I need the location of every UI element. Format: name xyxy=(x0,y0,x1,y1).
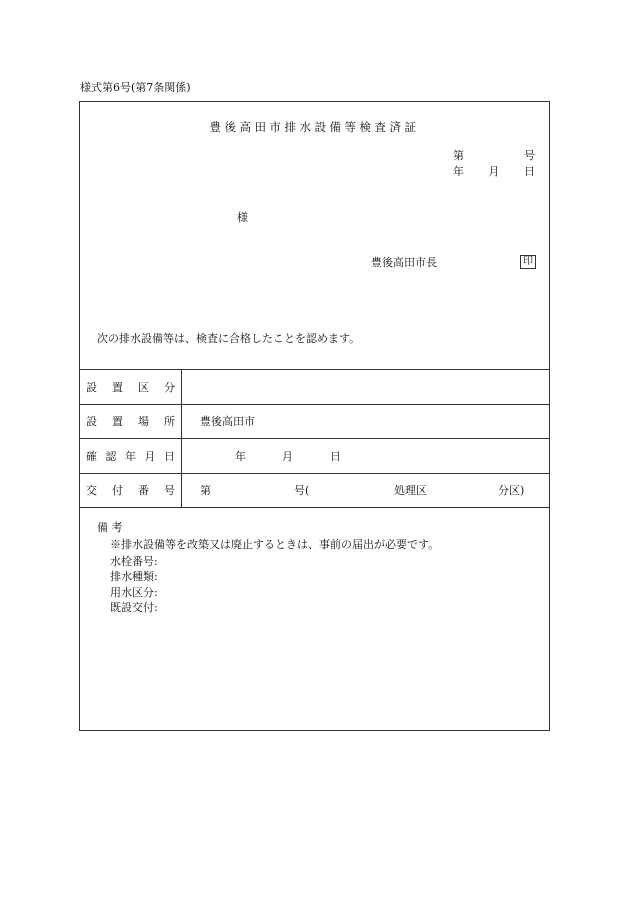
installation-category-label xyxy=(86,382,175,393)
certificate-number-line xyxy=(453,150,535,161)
installation-location-value: 豊後高田市 xyxy=(200,415,255,428)
issue-number-label xyxy=(86,485,175,496)
table-rule xyxy=(80,473,549,474)
issue-number-prefix: 第 xyxy=(200,484,211,497)
number-suffix: 号 xyxy=(524,149,535,162)
table-rule xyxy=(80,438,549,439)
seal-text: 印 xyxy=(520,255,536,269)
issuer-name: 豊後高田市長 xyxy=(371,256,437,269)
label-char: 月 xyxy=(144,450,156,463)
label-char: 所 xyxy=(164,415,175,428)
label-char: 付 xyxy=(112,484,123,497)
certificate-frame xyxy=(79,101,550,731)
table-bottom-rule xyxy=(80,507,549,508)
table-top-rule xyxy=(80,369,549,370)
inspection-statement: 次の排水設備等は、検査に合格したことを認めます。 xyxy=(97,332,361,345)
label-char: 日 xyxy=(164,450,175,463)
label-char: 設 xyxy=(86,415,97,428)
issue-date-line xyxy=(453,166,535,177)
label-char: 年 xyxy=(125,450,136,463)
label-char: 置 xyxy=(112,415,123,428)
certificate-title: 豊後高田市排水設備等検査済証 xyxy=(209,120,420,134)
remarks-field-hydrant: 水栓番号: xyxy=(110,555,158,568)
label-char: 場 xyxy=(138,415,149,428)
label-char: 設 xyxy=(86,381,97,394)
label-char: 番 xyxy=(138,484,149,497)
number-prefix: 第 xyxy=(453,149,464,162)
remarks-note: ※排水設備等を改築又は廃止するときは、事前の届出が必要です。 xyxy=(110,538,440,551)
table-column-divider xyxy=(181,369,182,507)
seal-mark xyxy=(520,255,536,269)
remarks-field-existing: 既設交付: xyxy=(110,601,158,614)
issue-day: 日 xyxy=(524,165,535,178)
confirmation-date-label xyxy=(86,451,175,462)
confirmation-month: 月 xyxy=(282,450,293,463)
issue-number-mid: 号( xyxy=(294,484,310,497)
label-char: 交 xyxy=(86,484,97,497)
label-char: 分 xyxy=(164,381,175,394)
remarks-field-water-use: 用水区分: xyxy=(110,586,158,599)
remarks-field-drain-type: 排水種類: xyxy=(110,570,158,583)
issue-month: 月 xyxy=(488,165,500,178)
sub-area: 分区) xyxy=(498,484,525,497)
installation-location-label xyxy=(86,416,175,427)
treatment-area: 処理区 xyxy=(394,484,427,497)
label-char: 認 xyxy=(105,450,117,463)
label-char: 号 xyxy=(164,484,175,497)
issue-year: 年 xyxy=(453,165,464,178)
confirmation-day: 日 xyxy=(330,450,341,463)
label-char: 区 xyxy=(138,381,149,394)
form-label: 様式第6号(第7条関係) xyxy=(80,81,191,94)
table-rule xyxy=(80,404,549,405)
remarks-heading: 備 考 xyxy=(97,521,123,534)
addressee-suffix: 様 xyxy=(237,211,248,224)
label-char: 確 xyxy=(86,450,97,463)
label-char: 置 xyxy=(112,381,123,394)
confirmation-year: 年 xyxy=(235,450,246,463)
